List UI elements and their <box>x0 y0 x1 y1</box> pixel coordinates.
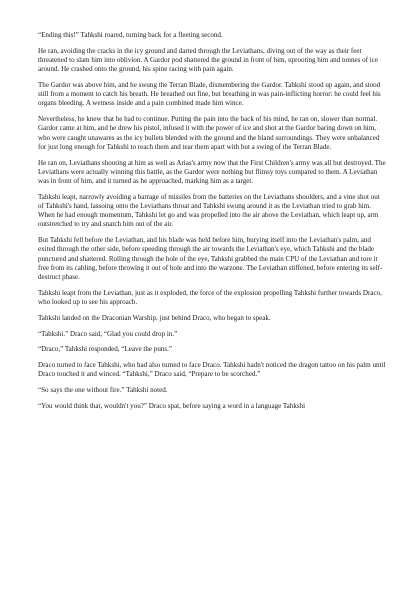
paragraph-7: But Tahkshi fell before the Leviathan, and his blade was held before him, burying itself into the Leviathan's palm, and exited through the other side, before speeding through the air towards the Leviathan's eye, which Tahkshi and the blade punctured and shattered. Rolling through the hole of the eye, Tahkshi grabbed the main CPU of the Leviathan and tore it free from its cabling, before throwing it out of hole and into the warzone. The Leviathan stiffened, before entering its self-destruct phase. <box>38 236 383 282</box>
paragraph-6: Tahkshi leapt, narrowly avoiding a barrage of missiles from the batteries on the Leviathans shoulders, and a vine shot out of Tahkshi's hand, lassoing onto the Leviathans throat and Tahkshi swung around it as the Leviathan tried to grab him. When he had enough momentum, Tahkshi let go and was propelled into the air above the Leviathan, which leapt up, arm outstretched to try and snatch him out of the air. <box>38 192 380 229</box>
paragraph-2: He ran, avoiding the cracks in the icy ground and darted through the Leviathans, diving out of the way as their feet threatened to slam him into oblivion. A Gardor pod shattered the ground in front of him, uprooting him and tonnes of ice around. He crashed onto the ground, his spine racing with pain again. <box>38 46 378 74</box>
paragraph-9: Tahkshi landed on the Draconian Warship, just behind Draco, who began to speak. <box>38 313 271 322</box>
paragraph-11: “Draco,” Tahkshi responded, “Leave the puns.” <box>38 345 172 354</box>
paragraph-1: “Ending this!” Tahkshi roared, turning back for a fleeting second. <box>38 31 223 39</box>
paragraph-5: He ran on, Leviathans shooting at him as well as Arias's army now that the First Children's army was all but destroyed. The Leviathans were actually winning this battle, as the Gardor were nothing but flimsy toys compared to them. A Leviathan was in front of him, and it turned as he approached, marking him as a target. <box>38 158 386 186</box>
paragraph-3: The Gardor was above him, and he swung the Terran Blade, dismembering the Gardor. Tahkshi stood up again, and stood still from a moment to catch his breath. He breathed out fine, but breathing in was pain-inflicting horror: he could feel his organs bleeding. A wetness inside and a pain combined made him wince. <box>38 81 381 108</box>
paragraph-10: “Tahkshi.” Draco said, “Glad you could drop in.” <box>38 329 178 338</box>
paragraph-8: Tahkshi leapt from the Leviathan, just as it exploded, the force of the explosion propelling Tahkshi further towards Draco, who looked up to see his approach. <box>38 288 382 307</box>
paragraph-12: Draco turned to face Tahkshi, who had also turned to face Draco. Tahkshi hadn't noticed the dragon tattoo on his palm until Draco touched it and winced. “Tahkshi,” Draco said, “Prepare to be scorched.” <box>38 361 386 379</box>
paragraph-14: “You would think that, wouldn't you?” Draco spat, before saying a word in a language Tahkshi <box>38 402 306 411</box>
document-page <box>38 31 386 418</box>
paragraph-4: Nevertheless, he knew that he had to continue. Putting the pain into the back of his mind, he ran on, slower than normal. Gardor came at him, and he drew his pistol, infused it with the power of ice and shot at the Gardor baring down on him, who were caught unawares as the icy bullets blended with the ground and the bland surroundings. They were unbalanced for just long enough for Tahkshi to reach them and tear them apart with but a swing of the Terran Blade. <box>38 115 380 151</box>
paragraph-13: “So says the one without fire.” Tahkshi noted. <box>38 386 168 395</box>
